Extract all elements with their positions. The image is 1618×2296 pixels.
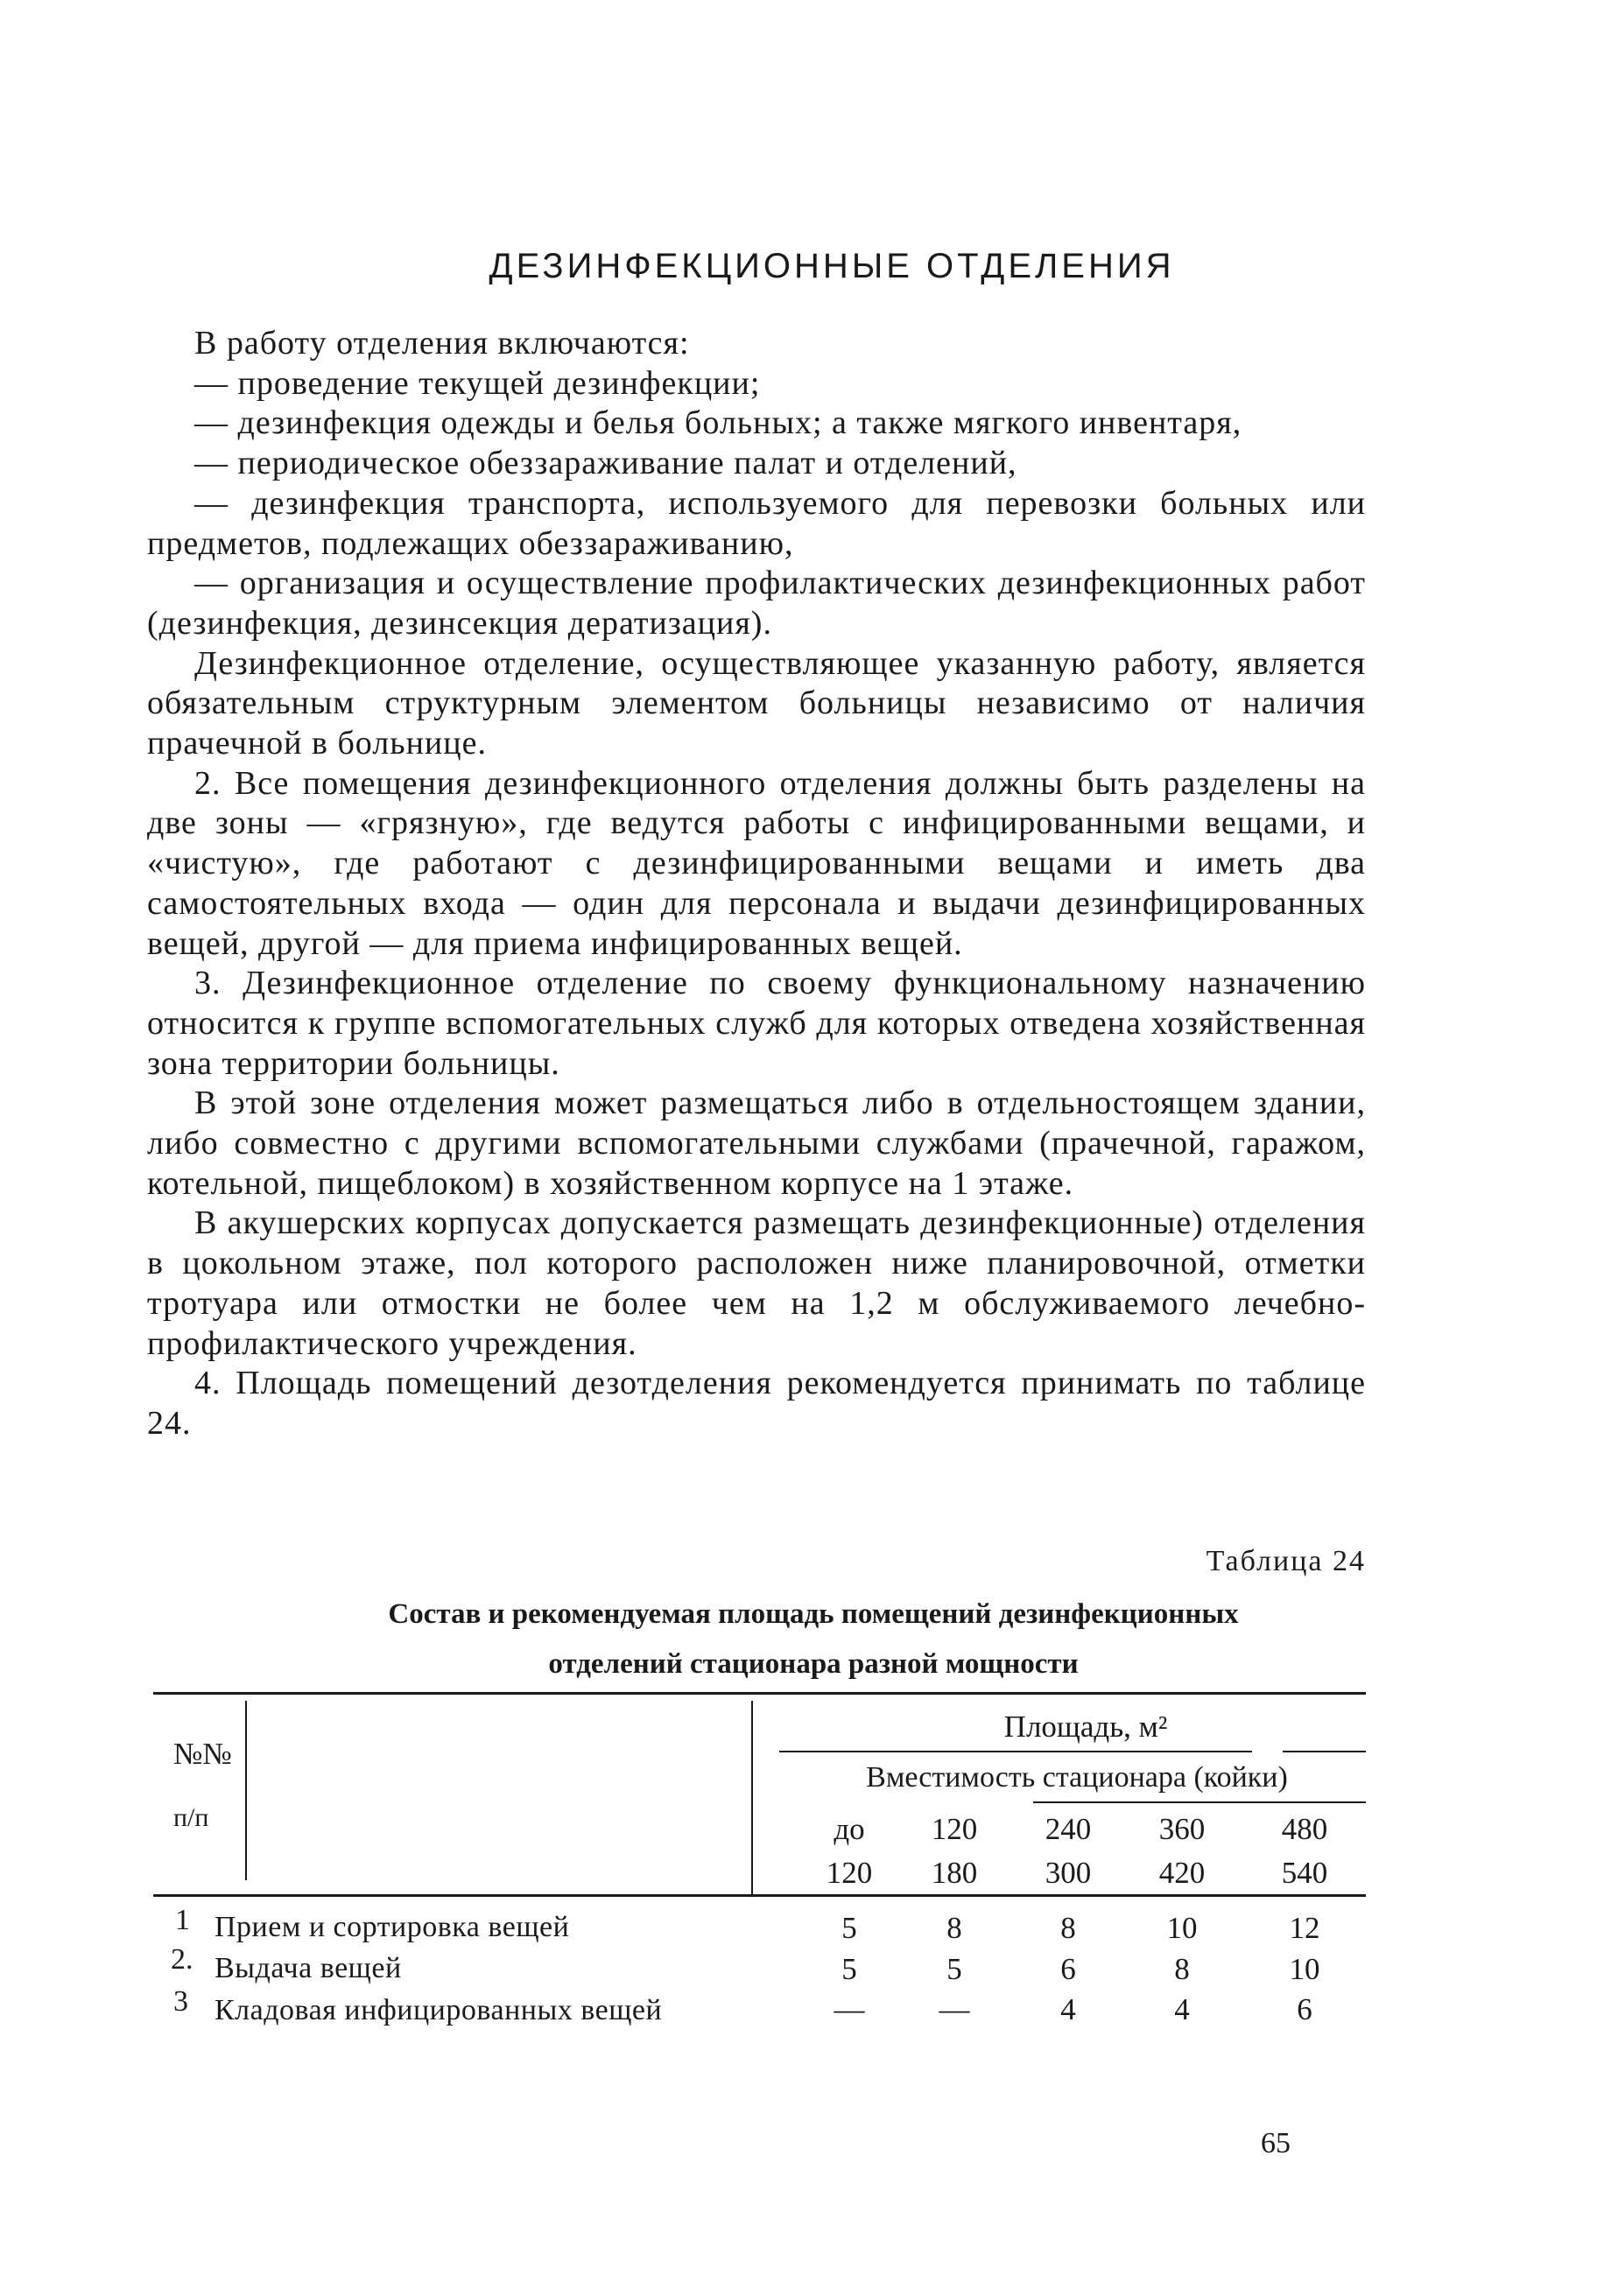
range-to-5: 540 <box>1281 1856 1328 1890</box>
header-num-line-1: №№ <box>173 1737 232 1771</box>
header-num-line-2: п/п <box>173 1803 209 1832</box>
paragraph-placement: В этой зоне отделения может размещаться либо в отдельностоящем здании, либо совместно с другими вспомогательными службами (прачечной, гаражом, котельной, пищеблоком) в хозяйственном корпусе на 1 этаже. <box>147 1085 1366 1202</box>
range-to-4: 420 <box>1158 1856 1206 1890</box>
list-item-current-disinfection: — проведение текущей дезинфекции; <box>194 364 761 402</box>
table-title-line-1: Состав и рекомендуемая площадь помещений дезинфекционных <box>388 1598 1239 1630</box>
row-2-val-3: 6 <box>1060 1952 1076 1986</box>
row-1-name: Прием и сортировка вещей <box>215 1911 570 1943</box>
list-item-clothes-disinfection: — дезинфекция одежды и белья больных; а также мягкого инвентаря, <box>194 404 1242 442</box>
row-2-name: Выдача вещей <box>215 1952 402 1984</box>
range-from-2: 120 <box>931 1812 978 1846</box>
row-3-val-1: — <box>834 1992 865 2026</box>
range-to-2: 180 <box>931 1856 978 1890</box>
header-capacity-underline <box>1033 1801 1366 1803</box>
row-2-val-1: 5 <box>841 1952 857 1986</box>
header-area-rule-right <box>1283 1751 1366 1752</box>
table-caption: Таблица 24 <box>1206 1545 1366 1577</box>
row-1-val-5: 12 <box>1289 1911 1320 1945</box>
page-number: 65 <box>1261 2127 1291 2159</box>
range-from-5: 480 <box>1281 1812 1328 1846</box>
row-3-val-5: 6 <box>1297 1992 1312 2026</box>
range-from-1: до <box>834 1812 865 1846</box>
table-name-column-divider <box>751 1701 753 1895</box>
row-1-val-3: 8 <box>1060 1911 1076 1945</box>
body-text <box>147 324 1366 1444</box>
row-3-name: Кладовая инфицированных вещей <box>215 1994 663 2026</box>
paragraph-intro: В работу отделения включаются: <box>194 325 690 362</box>
row-2-val-4: 8 <box>1174 1952 1190 1986</box>
list-item-preventive-work: — организация и осуществление профилактических дезинфекционных работ (дезинфекция, дезинсекция дератизация). <box>147 565 1366 642</box>
header-area-rule <box>779 1751 1252 1752</box>
range-to-3: 300 <box>1045 1856 1092 1890</box>
row-1-val-1: 5 <box>841 1911 857 1945</box>
table-title <box>184 1590 1443 1689</box>
row-2-num: 2. <box>171 1943 193 1976</box>
table-top-rule <box>153 1692 1366 1695</box>
header-capacity: Вместимость стационара (койки) <box>866 1761 1288 1794</box>
table-header-bottom-rule <box>153 1894 1366 1897</box>
paragraph-obstetric: В акушерских корпусах допускается размещать дезинфекционные) отделения в цокольном этаже, пол которого расположен ниже планировочной, отметки тротуара или отмостки не более чем на 1,2 м обслуживаемого лечебно-профилактического учреждения. <box>147 1204 1366 1362</box>
row-1-val-4: 10 <box>1166 1911 1198 1945</box>
range-from-3: 240 <box>1045 1812 1092 1846</box>
paragraph-zones: 2. Все помещения дезинфекционного отделения должны быть разделены на две зоны — «грязную», где ведутся работы с инфицированными вещами, и «чистую», где работают с дезинфицированными вещами и иметь два самостоятельных входа — один для персонала и выдачи дезинфицированных вещей, другой — для приема инфицированных вещей. <box>147 764 1366 962</box>
paragraph-auxiliary-services: 3. Дезинфекционное отделение по своему функциональному назначению относится к группе вспомогательных служб для которых отведена хозяйственная зона территории больницы. <box>147 965 1366 1082</box>
table-num-column-divider <box>245 1701 247 1880</box>
table-title-line-2: отделений стационара разной мощности <box>548 1648 1079 1680</box>
list-item-ward-disinfection: — периодическое обеззараживание палат и отделений, <box>194 445 1017 482</box>
paragraph-department-role: Дезинфекционное отделение, осуществляющее указанную работу, является обязательным структурным элементом больницы независимо от наличия прачечной в больнице. <box>147 644 1366 762</box>
row-3-val-4: 4 <box>1174 1992 1190 2026</box>
range-from-4: 360 <box>1158 1812 1206 1846</box>
row-1-num: 1 <box>175 1904 190 1936</box>
list-item-transport-disinfection: — дезинфекция транспорта, используемого для перевозки больных или предметов, подлежащих обеззараживанию, <box>147 484 1366 562</box>
row-1-val-2: 8 <box>946 1911 962 1945</box>
row-3-num: 3 <box>173 1985 188 2018</box>
row-2-val-2: 5 <box>946 1952 962 1986</box>
row-3-val-3: 4 <box>1060 1992 1076 2026</box>
header-area: Площадь, м² <box>1003 1710 1168 1744</box>
section-heading: ДЕЗИНФЕКЦИОННЫЕ ОТДЕЛЕНИЯ <box>489 247 1175 285</box>
row-3-val-2: — <box>939 1992 970 2026</box>
paragraph-area-reference: 4. Площадь помещений дезотделения рекомендуется принимать по таблице 24. <box>147 1365 1366 1442</box>
row-2-val-5: 10 <box>1289 1952 1320 1986</box>
range-to-1: 120 <box>826 1856 873 1890</box>
